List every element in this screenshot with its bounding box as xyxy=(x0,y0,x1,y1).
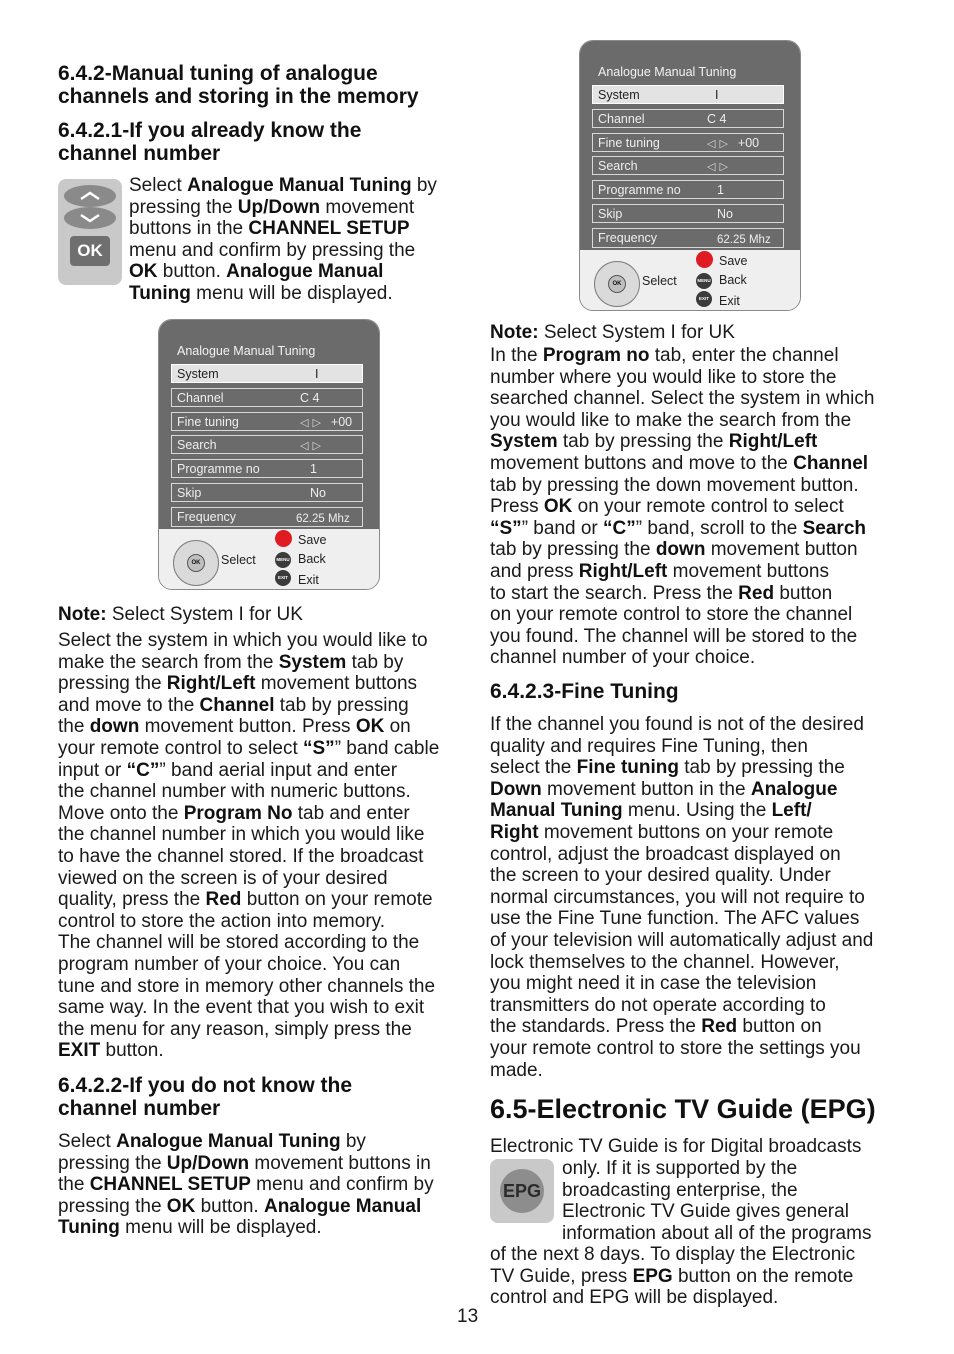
text-line: use the Fine Tune function. The AFC values xyxy=(490,908,860,930)
text-line: program number of your choice. You can xyxy=(58,953,401,975)
page-number: 13 xyxy=(457,1306,479,1327)
intro-paragraph: Select Analogue Manual Tuning by pressing the Up/Down movement buttons in the CHANNEL SETUP menu and confirm by pressing the OK button. Analogue Manual Tuning menu will be displayed. xyxy=(129,175,437,304)
note-right: Note: Select System I for UK xyxy=(490,322,735,343)
menu-row-frequency[interactable]: Frequency 62.25 Mhz xyxy=(171,507,363,527)
text-line: and press Right/Left movement buttons xyxy=(490,560,829,582)
heading-manual-tuning: 6.4.2-Manual tuning of analogue channels and storing in the memory xyxy=(58,62,419,108)
text-line: select the Fine tuning tab by pressing the xyxy=(490,757,845,779)
menu-row-fine-tuning[interactable]: Fine tuning ◁▷ +00 xyxy=(592,133,784,152)
ok-key-icon: OK xyxy=(70,236,110,266)
text-line: the screen to your desired quality. Under xyxy=(490,865,831,887)
menu-row-search[interactable]: Search ◁▷ xyxy=(171,435,363,454)
text-line: System tab by pressing the Right/Left xyxy=(490,431,818,453)
text-line: same way. In the event that you wish to exit xyxy=(58,997,425,1019)
text-line: you might need it in case the television xyxy=(490,973,817,995)
text-line: Press OK on your remote control to select xyxy=(490,496,844,518)
menu-title: Analogue Manual Tuning xyxy=(598,65,737,79)
text-line: Manual Tuning menu. Using the Left/ xyxy=(490,800,812,822)
text-line: make the search from the System tab by xyxy=(58,651,404,673)
text-line: transmitters do not operate according to xyxy=(490,994,826,1016)
remote-updown-ok-icon xyxy=(58,179,122,285)
text-line: tune and store in memory other channels the xyxy=(58,975,436,997)
text-line: Select Analogue Manual Tuning by xyxy=(58,1131,366,1152)
text-line: lock themselves to the channel. However, xyxy=(490,951,840,973)
epg-key-label: EPG xyxy=(500,1169,544,1213)
text-line: to start the search. Press the Red button xyxy=(490,582,833,604)
text-line: you would like to make the search from the xyxy=(490,409,852,431)
text-line: the channel number with numeric buttons. xyxy=(58,781,411,803)
save-label: Save xyxy=(298,533,327,547)
left-right-arrows-icon: ◁▷ xyxy=(707,138,732,150)
menu-row-system[interactable]: System I xyxy=(171,364,363,383)
menu-row-frequency[interactable]: Frequency 62.25 Mhz xyxy=(592,228,784,248)
text-line: pressing the OK button. Analogue Manual xyxy=(58,1195,422,1217)
text-line: viewed on the screen is of your desired xyxy=(58,867,388,889)
body-fine-tuning xyxy=(490,714,900,1081)
menu-row-skip[interactable]: Skip No xyxy=(592,204,784,223)
text-line: only. If it is supported by the xyxy=(562,1158,798,1179)
body-left xyxy=(58,630,468,1062)
ok-icon: OK xyxy=(187,554,205,572)
text-line: made. xyxy=(490,1059,543,1081)
menu-row-programme-no[interactable]: Programme no 1 xyxy=(592,180,784,199)
text-line: Tuning menu will be displayed. xyxy=(58,1217,322,1239)
heading-epg: 6.5-Electronic TV Guide (EPG) xyxy=(490,1094,876,1124)
text-line: The channel will be stored according to the xyxy=(58,932,420,954)
text-line: on your remote control to store the channel xyxy=(490,604,853,626)
text-line: Electronic TV Guide is for Digital broadcasts xyxy=(490,1136,862,1157)
heading-fine-tuning: 6.4.2.3-Fine Tuning xyxy=(490,680,679,703)
text-line: In the Program no tab, enter the channel xyxy=(490,345,839,366)
menu-row-channel[interactable]: Channel C 4 xyxy=(592,109,784,128)
text-line: If the channel you found is not of the desired xyxy=(490,714,864,735)
text-line: and move to the Channel tab by pressing xyxy=(58,694,409,716)
text-line: tab by pressing the down movement button. xyxy=(490,474,859,496)
text-line: quality, press the Red button on your remote xyxy=(58,889,433,911)
text-line: Down movement button in the Analogue xyxy=(490,778,838,800)
select-label: Select xyxy=(221,553,256,567)
epg-indented xyxy=(562,1158,902,1244)
red-button-icon xyxy=(696,251,713,268)
text-line: pressing the Up/Down movement buttons in xyxy=(58,1152,431,1174)
back-label: Back xyxy=(719,273,747,287)
heading-dont-know-channel: 6.4.2.2-If you do not know the channel number xyxy=(58,1074,353,1120)
exit-button-icon: EXIT xyxy=(275,570,291,586)
text-line: control to store the action into memory. xyxy=(58,910,386,932)
dpad-icon xyxy=(594,261,640,307)
text-line: the down movement button. Press OK on xyxy=(58,716,411,738)
menu-row-search[interactable]: Search ◁▷ xyxy=(592,156,784,175)
exit-label: Exit xyxy=(719,294,740,308)
text-line: to have the channel stored. If the broadcast xyxy=(58,845,424,867)
epg-after xyxy=(490,1244,900,1309)
text-line: the menu for any reason, simply press the xyxy=(58,1018,412,1040)
left-right-arrows-icon: ◁▷ xyxy=(300,417,325,429)
text-line: normal circumstances, you will not require to xyxy=(490,886,865,908)
text-line: broadcasting enterprise, the xyxy=(562,1179,798,1201)
menu-row-fine-tuning[interactable]: Fine tuning ◁▷ +00 xyxy=(171,412,363,431)
menu-button-icon: MENU xyxy=(696,273,712,289)
text-line: movement buttons and move to the Channel xyxy=(490,452,869,474)
text-line: Move onto the Program No tab and enter xyxy=(58,802,410,824)
text-line: EXIT button. xyxy=(58,1040,164,1062)
text-line: your remote control to select “S”” band cable xyxy=(58,737,440,759)
text-line: input or “C”” band aerial input and enter xyxy=(58,759,398,781)
text-line: TV Guide, press EPG button on the remote xyxy=(490,1265,854,1287)
text-line: channel number of your choice. xyxy=(490,647,756,669)
text-line: the channel number in which you would like xyxy=(58,824,425,846)
text-line: Select the system in which you would like to xyxy=(58,630,428,651)
left-right-arrows-icon: ◁▷ xyxy=(707,161,732,173)
back-label: Back xyxy=(298,552,326,566)
body-right xyxy=(490,345,900,669)
analogue-manual-tuning-menu-left xyxy=(158,319,380,590)
text-line: your remote control to store the settings you xyxy=(490,1037,861,1059)
text-line: of your television will automatically adjust and xyxy=(490,929,874,951)
text-line: of the next 8 days. To display the Electronic xyxy=(490,1244,856,1265)
menu-button-icon: MENU xyxy=(275,552,291,568)
select-label: Select xyxy=(642,274,677,288)
menu-row-channel[interactable]: Channel C 4 xyxy=(171,388,363,407)
up-key-icon xyxy=(64,185,116,207)
left-right-arrows-icon: ◁▷ xyxy=(300,440,325,452)
ok-icon: OK xyxy=(608,275,626,293)
text-line: pressing the Right/Left movement buttons xyxy=(58,673,418,695)
epg-key-icon xyxy=(490,1159,554,1223)
note-left: Note: Select System I for UK xyxy=(58,604,303,625)
heading-know-channel: 6.4.2.1-If you already know the channel number xyxy=(58,119,362,165)
text-line: the CHANNEL SETUP menu and confirm by xyxy=(58,1174,434,1196)
text-line: quality and requires Fine Tuning, then xyxy=(490,735,808,757)
text-line: control and EPG will be displayed. xyxy=(490,1287,779,1309)
text-line: you found. The channel will be stored to the xyxy=(490,625,858,647)
text-line: the standards. Press the Red button on xyxy=(490,1016,822,1038)
text-line: Right movement buttons on your remote xyxy=(490,821,834,843)
text-line: information about all of the programs xyxy=(562,1222,872,1244)
menu-row-system[interactable]: System I xyxy=(592,85,784,104)
exit-button-icon: EXIT xyxy=(696,291,712,307)
menu-row-programme-no[interactable]: Programme no 1 xyxy=(171,459,363,478)
text-line: searched channel. Select the system in which xyxy=(490,388,875,410)
down-key-icon xyxy=(64,207,116,229)
epg-intro xyxy=(490,1136,900,1158)
dpad-icon xyxy=(173,540,219,586)
menu-title: Analogue Manual Tuning xyxy=(177,344,316,358)
text-line: “S”” band or “C”” band, scroll to the Search xyxy=(490,517,866,539)
exit-label: Exit xyxy=(298,573,319,587)
analogue-manual-tuning-menu-right xyxy=(579,40,801,311)
save-label: Save xyxy=(719,254,748,268)
text-line: tab by pressing the down movement button xyxy=(490,539,858,561)
text-line: control, adjust the broadcast displayed on xyxy=(490,843,841,865)
body2-left xyxy=(58,1131,468,1239)
menu-row-skip[interactable]: Skip No xyxy=(171,483,363,502)
text-line: number where you would like to store the xyxy=(490,366,837,388)
text-line: Electronic TV Guide gives general xyxy=(562,1201,849,1223)
red-button-icon xyxy=(275,530,292,547)
